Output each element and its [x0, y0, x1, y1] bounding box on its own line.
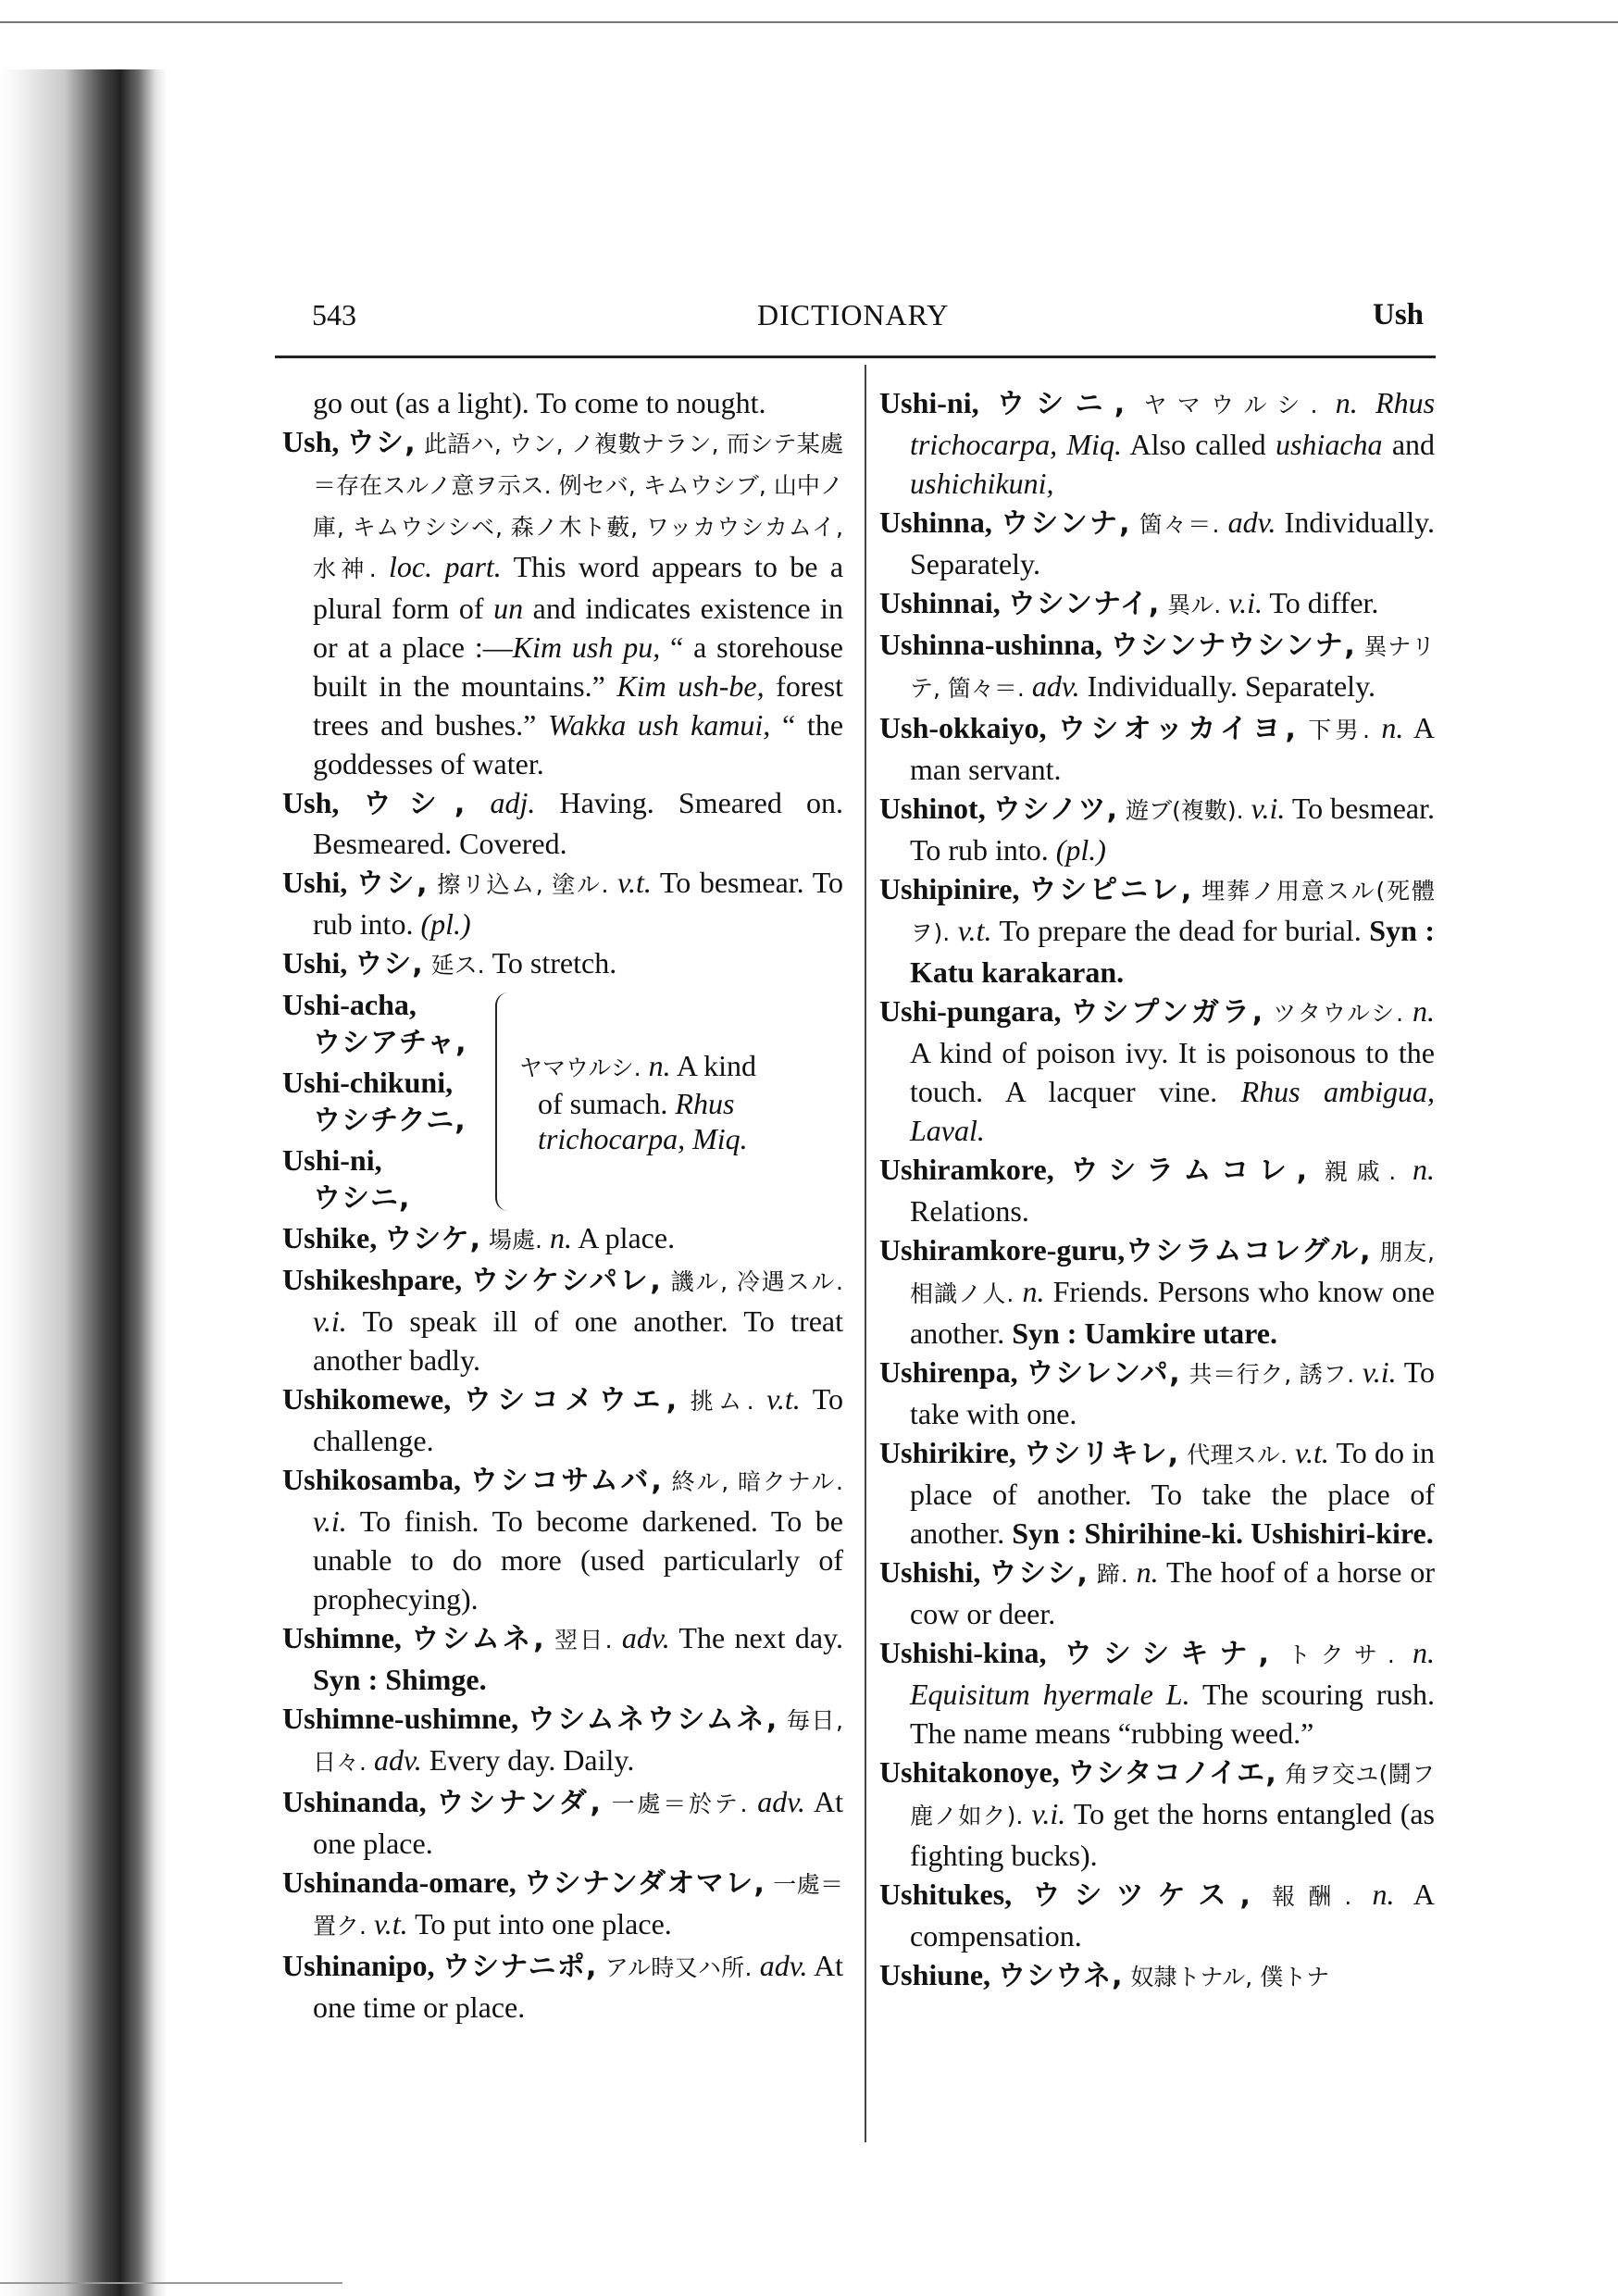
- part-of-speech: adv.: [757, 1785, 806, 1818]
- kana-reading: ウシ,: [346, 427, 417, 459]
- japanese-gloss: 翌日.: [554, 1627, 613, 1653]
- header-rule: [275, 356, 1436, 358]
- kana-reading: ウシシキナ,: [1064, 1638, 1270, 1670]
- japanese-gloss: 遊ブ(複數).: [1126, 797, 1244, 824]
- definition: At one time or place.: [313, 1949, 844, 2024]
- headword: Ush-okkaiyo,: [879, 711, 1047, 744]
- headword: Ushi,: [282, 946, 348, 980]
- example-phrase: Kim ush pu,: [512, 630, 661, 664]
- japanese-gloss: 此語ハ, ウン, ノ複數ナラン, 而シテ某處＝存在スルノ意ヲ示ス. 例セバ, キムウシブ, 山中ノ庫, キムウシシベ, 森ノ木ト藪, ワッカウシカムイ, 水神.: [313, 430, 844, 582]
- japanese-gloss: トクサ.: [1288, 1641, 1395, 1668]
- japanese-gloss: 毎日, 日々.: [313, 1707, 844, 1776]
- dictionary-entry: [879, 1633, 1435, 1753]
- example-gloss: forest trees and bushes.”: [313, 669, 844, 742]
- example-phrase: Kim ush-be,: [616, 669, 765, 703]
- part-of-speech: v.t.: [617, 866, 652, 899]
- latin-name: Rhus ambigua, Laval.: [910, 1075, 1436, 1147]
- synonym: Syn : Uamkire utare.: [1012, 1316, 1277, 1350]
- part-of-speech: v.t.: [957, 914, 992, 947]
- japanese-gloss: 下男.: [1308, 717, 1370, 743]
- kana-reading: ウシニ,: [313, 1182, 411, 1215]
- grouped-definition: [519, 1048, 843, 1156]
- definition: and indicates existence in or at a place :—: [313, 592, 844, 664]
- definition: Having. Smeared on. Besmeared. Covered.: [313, 786, 844, 860]
- japanese-gloss: 一處＝置ク.: [313, 1871, 843, 1940]
- japanese-gloss: ツタウルシ.: [1273, 1000, 1404, 1027]
- japanese-gloss: ヤマウルシ.: [1143, 392, 1318, 418]
- headword: Ushishi,: [879, 1555, 981, 1589]
- part-of-speech: n.: [1022, 1275, 1045, 1308]
- bottom-scan-line: [0, 2282, 342, 2284]
- part-of-speech: n.: [1136, 1555, 1159, 1589]
- headword: Ushimne-ushimne,: [282, 1702, 519, 1735]
- latin-name: Rhus trichocarpa, Miq.: [910, 386, 1436, 461]
- kana-reading: ウシナニポ,: [442, 1951, 598, 1983]
- example-gloss: “ the goddesses of water.: [313, 708, 844, 780]
- definition: A kind: [676, 1048, 757, 1082]
- definition: To get the horns entangled (as fighting bucks).: [910, 1797, 1436, 1872]
- dictionary-entry: [879, 1955, 1435, 1997]
- part-of-speech: adv.: [1227, 505, 1276, 539]
- part-of-speech: n.: [1372, 1878, 1395, 1911]
- part-of-speech: n.: [1413, 1636, 1435, 1669]
- definition: A compensation.: [910, 1878, 1436, 1953]
- definition: A man servant.: [910, 711, 1436, 786]
- dictionary-entry: [879, 869, 1435, 992]
- headword: Ushipinire,: [879, 872, 1020, 905]
- kana-reading: ウシオッカイヨ,: [1057, 713, 1297, 745]
- kana-reading: ウシリキレ,: [1024, 1438, 1180, 1470]
- headword: Ushinna,: [879, 505, 992, 539]
- example-phrase: Wakka ush kamui,: [548, 708, 771, 742]
- kana-reading: ウシナンダオマレ,: [524, 1867, 765, 1900]
- japanese-gloss: 擦リ込ム, 塗ル.: [437, 871, 609, 898]
- japanese-gloss: 報酬.: [1272, 1883, 1352, 1910]
- definition: To speak ill of one another. To treat another badly.: [313, 1304, 844, 1377]
- part-of-speech: n.: [1335, 386, 1358, 419]
- headword: Ushirenpa,: [879, 1355, 1018, 1389]
- kana-reading: ウシチクニ,: [313, 1104, 467, 1137]
- definition: of sumach.: [538, 1086, 668, 1120]
- dictionary-entry: [282, 1946, 843, 2027]
- grouping-brace: [495, 992, 514, 1211]
- definition: Individually. Separately.: [910, 505, 1436, 580]
- headword: Ushi-ni,: [282, 1143, 382, 1177]
- kana-reading: ウシラムコレグル,: [1125, 1235, 1372, 1267]
- latin-name: Rhus trichocarpa, Miq.: [538, 1086, 748, 1155]
- kana-reading: ウシニ,: [996, 388, 1126, 420]
- dictionary-entry: [879, 383, 1435, 503]
- headword: Ushi-acha,: [282, 988, 417, 1021]
- dictionary-entry: [282, 1379, 843, 1460]
- headword: Ushinanipo,: [282, 1949, 435, 1982]
- kana-reading: ウシ,: [355, 867, 429, 900]
- latin-name: Equisitum hyermale L.: [910, 1678, 1190, 1711]
- headword: Ushinanda-omare,: [282, 1866, 517, 1899]
- headword: Ushike,: [282, 1221, 378, 1254]
- headword: Ushikosamba,: [282, 1463, 461, 1496]
- headword: Ushimne,: [282, 1621, 402, 1654]
- kana-reading: ウシレンパ,: [1026, 1357, 1181, 1390]
- dictionary-entry: [879, 1353, 1435, 1433]
- dictionary-entry: [879, 1553, 1435, 1633]
- synonym: Syn : Shimge.: [313, 1663, 487, 1696]
- kana-reading: ウシケシパレ,: [470, 1265, 662, 1297]
- definition: A kind of poison ivy. It is poisonous to the touch. A lacquer vine.: [910, 1036, 1435, 1108]
- kana-reading: ウシピニレ,: [1028, 874, 1193, 906]
- dictionary-entry: [282, 943, 843, 985]
- dictionary-entry: [879, 789, 1435, 869]
- part-of-speech: n.: [1381, 711, 1404, 744]
- guide-word: Ush: [1373, 298, 1425, 331]
- top-scan-line: [0, 21, 1618, 23]
- definition: At one place.: [313, 1785, 844, 1860]
- dictionary-entry: [282, 863, 843, 943]
- definition: The scouring rush. The name means “rubbing weed.”: [910, 1678, 1436, 1750]
- plural-note: (pl.): [1055, 833, 1106, 867]
- definition: Every day. Daily.: [429, 1743, 635, 1777]
- kana-reading: ウシナンダ,: [436, 1787, 602, 1819]
- headword: Ushinanda,: [282, 1785, 427, 1818]
- kana-reading: ウシ,: [355, 948, 424, 980]
- grouped-entry: [282, 985, 843, 1218]
- japanese-gloss: 朋友, 相識ノ人.: [910, 1239, 1435, 1307]
- japanese-gloss: 譏ル, 冷遇スル.: [670, 1268, 843, 1295]
- kana-reading: ウシムネ,: [411, 1623, 545, 1655]
- headword: Ush,: [282, 786, 340, 819]
- headword: Ushitukes,: [879, 1878, 1013, 1911]
- dictionary-entry: [282, 1863, 843, 1946]
- definition: Relations.: [910, 1194, 1029, 1228]
- kana-reading: ウシラムコレ,: [1070, 1154, 1309, 1187]
- japanese-gloss: 角ヲ交ユ(鬪フ鹿ノ如ク).: [910, 1761, 1436, 1829]
- headword: Ushi-chikuni,: [282, 1066, 454, 1099]
- book-gutter-shadow: [0, 69, 167, 2296]
- definition: Individually. Separately.: [1087, 669, 1375, 703]
- left-column: [282, 383, 843, 2027]
- dictionary-entry: [879, 1150, 1435, 1230]
- definition: To stretch.: [492, 946, 617, 980]
- grouped-headwords: [282, 985, 495, 1218]
- part-of-speech: loc. part.: [389, 550, 502, 583]
- japanese-gloss: 異ル.: [1167, 592, 1222, 618]
- definition: Friends. Persons who know one another.: [910, 1275, 1436, 1350]
- part-of-speech: adv.: [759, 1949, 808, 1982]
- headword: Ushiramkore-guru,: [879, 1233, 1126, 1267]
- kana-reading: ウシ,: [363, 788, 467, 820]
- headword: Ushikomewe,: [282, 1382, 452, 1416]
- headword: Ushi-ni,: [879, 386, 979, 419]
- part-of-speech: v.i.: [313, 1504, 347, 1538]
- japanese-gloss: 終ル, 暗クナル.: [671, 1468, 844, 1495]
- definition: A place.: [578, 1221, 676, 1254]
- headword: Ushinot,: [879, 792, 986, 825]
- dictionary-entry: [879, 1433, 1435, 1553]
- japanese-gloss: 奴隷トナル, 僕トナ: [1130, 1964, 1330, 1990]
- kana-reading: ウシケ,: [384, 1223, 482, 1255]
- definition: To besmear. To rub into.: [910, 792, 1436, 867]
- right-column: [879, 383, 1435, 1997]
- alternate-name: ushiacha: [1275, 428, 1383, 461]
- page-number: 543: [312, 298, 356, 331]
- part-of-speech: v.i.: [1228, 586, 1263, 619]
- dictionary-entry: [879, 708, 1435, 789]
- dictionary-entry: [879, 625, 1435, 708]
- dictionary-entry: [879, 583, 1435, 625]
- kana-reading: ウシムネウシムネ,: [527, 1703, 778, 1736]
- kana-reading: ウシタコノイエ,: [1067, 1757, 1277, 1790]
- part-of-speech: adv.: [373, 1743, 422, 1777]
- japanese-gloss: 挑ム.: [690, 1388, 754, 1415]
- kana-reading: ウシツケス,: [1032, 1879, 1251, 1912]
- japanese-gloss: 異ナリテ, 箇々＝.: [910, 633, 1436, 702]
- definition: To put into one place.: [415, 1907, 672, 1940]
- headword: Ushiramkore,: [879, 1153, 1054, 1186]
- kana-reading: ウシンナイ,: [1007, 588, 1161, 620]
- headword: Ushikeshpare,: [282, 1263, 463, 1296]
- part-of-speech: v.i.: [1362, 1355, 1397, 1389]
- continuation-text: go out (as a light). To come to nought.: [313, 386, 766, 419]
- headword: Ush,: [282, 425, 340, 458]
- dictionary-entry: [282, 1782, 843, 1863]
- example-gloss: “ a storehouse built in the mountains.”: [313, 630, 843, 703]
- japanese-gloss: アル時又ハ所.: [604, 1954, 753, 1981]
- dictionary-entry: [879, 1753, 1435, 1875]
- part-of-speech: v.i.: [313, 1304, 347, 1338]
- definition: and: [1391, 428, 1436, 461]
- kana-reading: ウシノツ,: [992, 793, 1119, 826]
- kana-reading: ウシプンガラ,: [1070, 996, 1264, 1029]
- dictionary-entry: [879, 992, 1435, 1150]
- kana-reading: ウシシ,: [989, 1557, 1089, 1590]
- part-of-speech: n.: [1413, 994, 1436, 1028]
- japanese-gloss: 一處＝於テ.: [611, 1791, 748, 1817]
- part-of-speech: adv.: [621, 1621, 670, 1654]
- headword: Ushiune,: [879, 1958, 991, 1991]
- dictionary-entry: [282, 1699, 843, 1782]
- japanese-gloss: 場處.: [489, 1227, 542, 1254]
- part-of-speech: n.: [1413, 1153, 1436, 1186]
- japanese-gloss: 共＝行ク, 誘フ.: [1189, 1361, 1355, 1388]
- synonym: Syn : Katu karakaran.: [910, 914, 1436, 989]
- dictionary-entry: [879, 503, 1435, 583]
- plural-note: (pl.): [420, 907, 471, 941]
- dictionary-entry: [282, 1460, 843, 1618]
- japanese-gloss: 延ス.: [430, 952, 485, 979]
- cross-reference: un: [493, 592, 524, 625]
- definition: To prepare the dead for burial.: [999, 914, 1362, 947]
- part-of-speech: adj.: [490, 786, 536, 819]
- kana-reading: ウシンナ,: [1001, 507, 1131, 540]
- part-of-speech: n.: [648, 1048, 671, 1082]
- part-of-speech: v.t.: [766, 1382, 801, 1416]
- definition: To take with one.: [910, 1355, 1436, 1430]
- japanese-gloss: 親戚.: [1324, 1158, 1397, 1185]
- japanese-gloss: 埋葬ノ用意スル(死體ヲ).: [910, 878, 1435, 946]
- dictionary-entry: [879, 1875, 1435, 1955]
- kana-reading: ウシウネ,: [998, 1960, 1124, 1992]
- headword: Ushi-pungara,: [879, 994, 1062, 1028]
- kana-reading: ウシコメウエ,: [463, 1384, 678, 1416]
- running-title: DICTIONARY: [757, 298, 950, 331]
- kana-reading: ウシンナウシンナ,: [1110, 630, 1356, 662]
- dictionary-entry: [879, 1230, 1435, 1353]
- kana-reading: ウシアチャ,: [313, 1027, 467, 1059]
- definition: To challenge.: [313, 1382, 844, 1457]
- headword: Ushi,: [282, 866, 348, 899]
- japanese-gloss: 箇々＝.: [1139, 511, 1220, 538]
- definition: This word appears to be a plural form of: [313, 550, 844, 625]
- part-of-speech: v.t.: [373, 1907, 408, 1940]
- definition: To finish. To become darkened. To be unable to do more (used particularly of prophecying).: [313, 1504, 844, 1616]
- alternate-name: ushichikuni,: [910, 467, 1054, 500]
- definition: The hoof of a horse or cow or deer.: [910, 1555, 1436, 1630]
- part-of-speech: v.i.: [1251, 792, 1286, 825]
- part-of-speech: v.t.: [1295, 1436, 1329, 1469]
- dictionary-entry: [282, 1218, 843, 1260]
- part-of-speech: adv.: [1031, 669, 1080, 703]
- dictionary-entry: [282, 783, 843, 863]
- kana-reading: ウシコサムバ,: [469, 1465, 663, 1497]
- headword: Ushishi-kina,: [879, 1636, 1047, 1669]
- definition: Also called: [1129, 428, 1266, 461]
- japanese-gloss: 代理スル.: [1187, 1441, 1288, 1468]
- dictionary-entry: [282, 1618, 843, 1699]
- headword: Ushinna-ushinna,: [879, 628, 1103, 661]
- japanese-gloss: ヤマウルシ.: [519, 1054, 641, 1081]
- definition: The next day.: [678, 1621, 844, 1654]
- headword: Ushitakonoye,: [879, 1755, 1060, 1789]
- dictionary-entry: [282, 1260, 843, 1379]
- definition: To do in place of another. To take the place of another.: [910, 1436, 1436, 1550]
- part-of-speech: n.: [550, 1221, 572, 1254]
- synonym: Syn : Shirihine-ki. Ushishiri-kire.: [1012, 1516, 1434, 1550]
- headword: Ushirikire,: [879, 1436, 1016, 1469]
- part-of-speech: v.i.: [1031, 1797, 1066, 1830]
- definition: To besmear. To rub into.: [313, 866, 844, 941]
- definition: To differ.: [1269, 586, 1379, 619]
- japanese-gloss: 蹄.: [1096, 1561, 1128, 1588]
- column-divider: [865, 365, 866, 2142]
- headword: Ushinnai,: [879, 586, 1001, 619]
- dictionary-entry: [282, 422, 843, 783]
